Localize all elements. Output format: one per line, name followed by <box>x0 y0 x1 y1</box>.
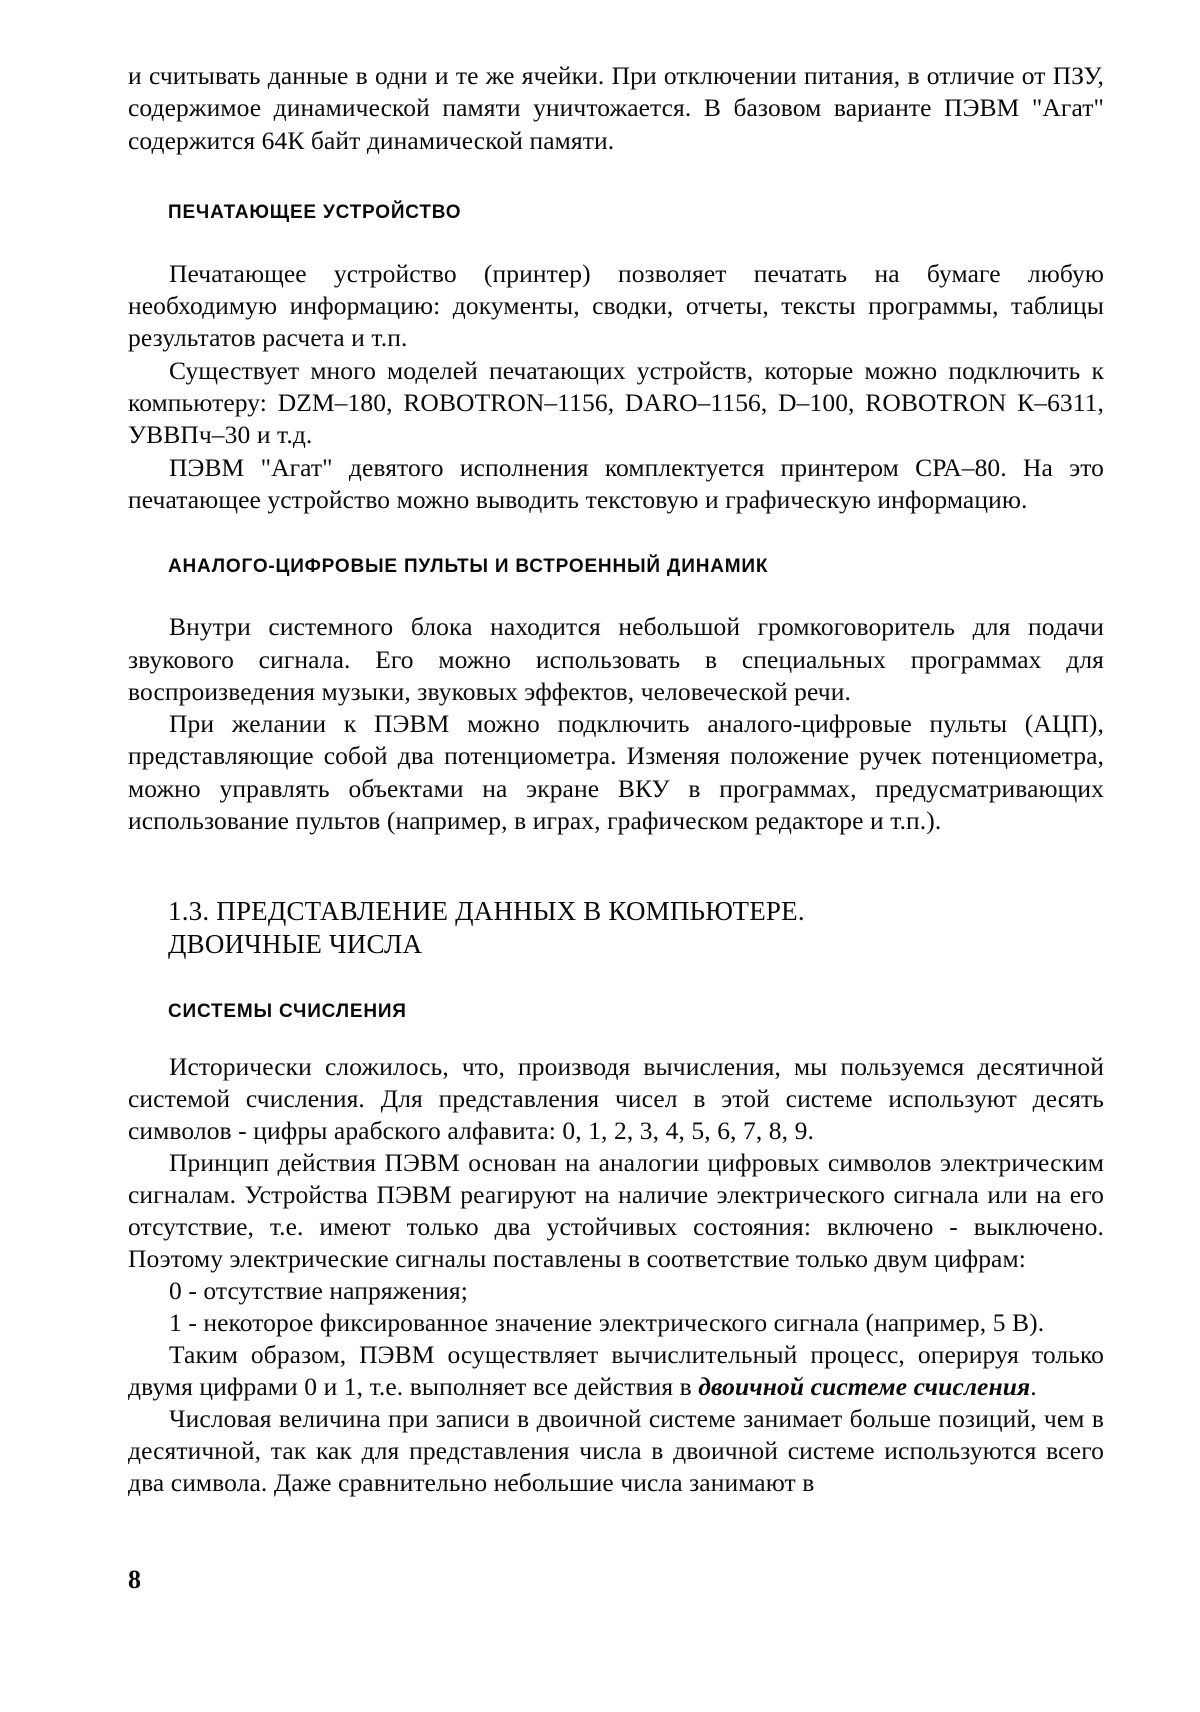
printer-paragraph-3: ПЭВМ "Агат" девятого исполнения комплектуется принтером СРА–80. На это печатающее устройство можно выводить текстовую и графическую информацию. <box>128 452 1104 514</box>
number-systems-paragraph-3 <box>128 1339 1104 1403</box>
adc-paragraph-2: При желании к ПЭВМ можно подключить аналого-цифровые пульты (АЦП), представляющие собой два потенциометра. Изменяя положение ручек потенциометра, можно управлять объектами на экране ВКУ в программах, предусматривающих использование пультов (например, в играх, графическом редакторе и т.п.). <box>128 709 1104 836</box>
number-systems-paragraph-1: Исторически сложилось, что, производя вычисления, мы пользуемся десятичной системой счисления. Для представления чисел в этой системе используют десять символов - цифры арабского алфавита: 0, 1, 2, 3, 4, 5, 6, 7, 8, 9. <box>128 1052 1104 1146</box>
number-systems-paragraph-4: Числовая величина при записи в двоичной системе занимает больше позиций, чем в десятичной, так как для представления числа в двоичной системе используются всего два символа. Даже сравнительно небольшие числа занимают в <box>128 1404 1104 1498</box>
binary-system-term: двоичной системе счисления <box>698 1372 1031 1402</box>
adc-paragraph-1: Внутри системного блока находится небольшой громкоговоритель для подачи звукового сигнала. Его можно использовать в специальных программах для воспроизведения музыки, звуковых эффектов, человеческой речи. <box>128 612 1104 706</box>
number-systems-paragraph-2: Принцип действия ПЭВМ основан на аналогии цифровых символов электрическим сигналам. Устройства ПЭВМ реагируют на наличие электрического сигнала или на его отсутствие, т.е. имеют только два устойчивых состояния: включено - выключено. Поэтому электрические сигналы поставлены в соответствие только двум цифрам: <box>128 1148 1104 1274</box>
adc-heading: АНАЛОГО-ЦИФРОВЫЕ ПУЛЬТЫ И ВСТРОЕННЫЙ ДИНАМИК <box>168 556 769 578</box>
printer-heading: ПЕЧАТАЮЩЕЕ УСТРОЙСТВО <box>168 201 462 223</box>
number-systems-heading: СИСТЕМЫ СЧИСЛЕНИЯ <box>168 1001 407 1023</box>
list-item-one: 1 - некоторое фиксированное значение электрического сигнала (например, 5 В). <box>169 1308 1045 1338</box>
paragraph-3-text-start: Таким образом, ПЭВМ осуществляет вычислительный процесс, оперируя только двумя цифрами 0 и 1, т.е. выполняет все действия в <box>128 1340 1104 1402</box>
page-number: 8 <box>128 1565 141 1594</box>
printer-paragraph-1: Печатающее устройство (принтер) позволяет печатать на бумаге любую необходимую информацию: документы, сводки, отчеты, тексты программы, таблицы результатов расчета и т.п. <box>128 258 1104 353</box>
paragraph-3-text-end: . <box>1030 1372 1037 1402</box>
list-item-zero: 0 - отсутствие напряжения; <box>169 1276 468 1306</box>
printer-paragraph-2: Существует много моделей печатающих устройств, которые можно подключить к компьютеру: DZM–180, ROBOTRON–1156, DARO–1156, D–100, ROBOTRON К–6311, УВВПч–30 и т.д. <box>128 355 1104 450</box>
page-content <box>128 60 1104 1499</box>
section-title <box>128 895 1104 961</box>
section-title-line-2: ДВОИЧНЫЕ ЧИСЛА <box>168 929 423 960</box>
intro-paragraph: и считывать данные в одни и те же ячейки. При отключении питания, в отличие от ПЗУ, содержимое динамической памяти уничтожается. В базовом варианте ПЭВМ "Агат" содержится 64К байт динамической памяти. <box>128 61 1104 155</box>
section-title-line-1: 1.3. ПРЕДСТАВЛЕНИЕ ДАННЫХ В КОМПЬЮТЕРЕ. <box>168 896 805 927</box>
